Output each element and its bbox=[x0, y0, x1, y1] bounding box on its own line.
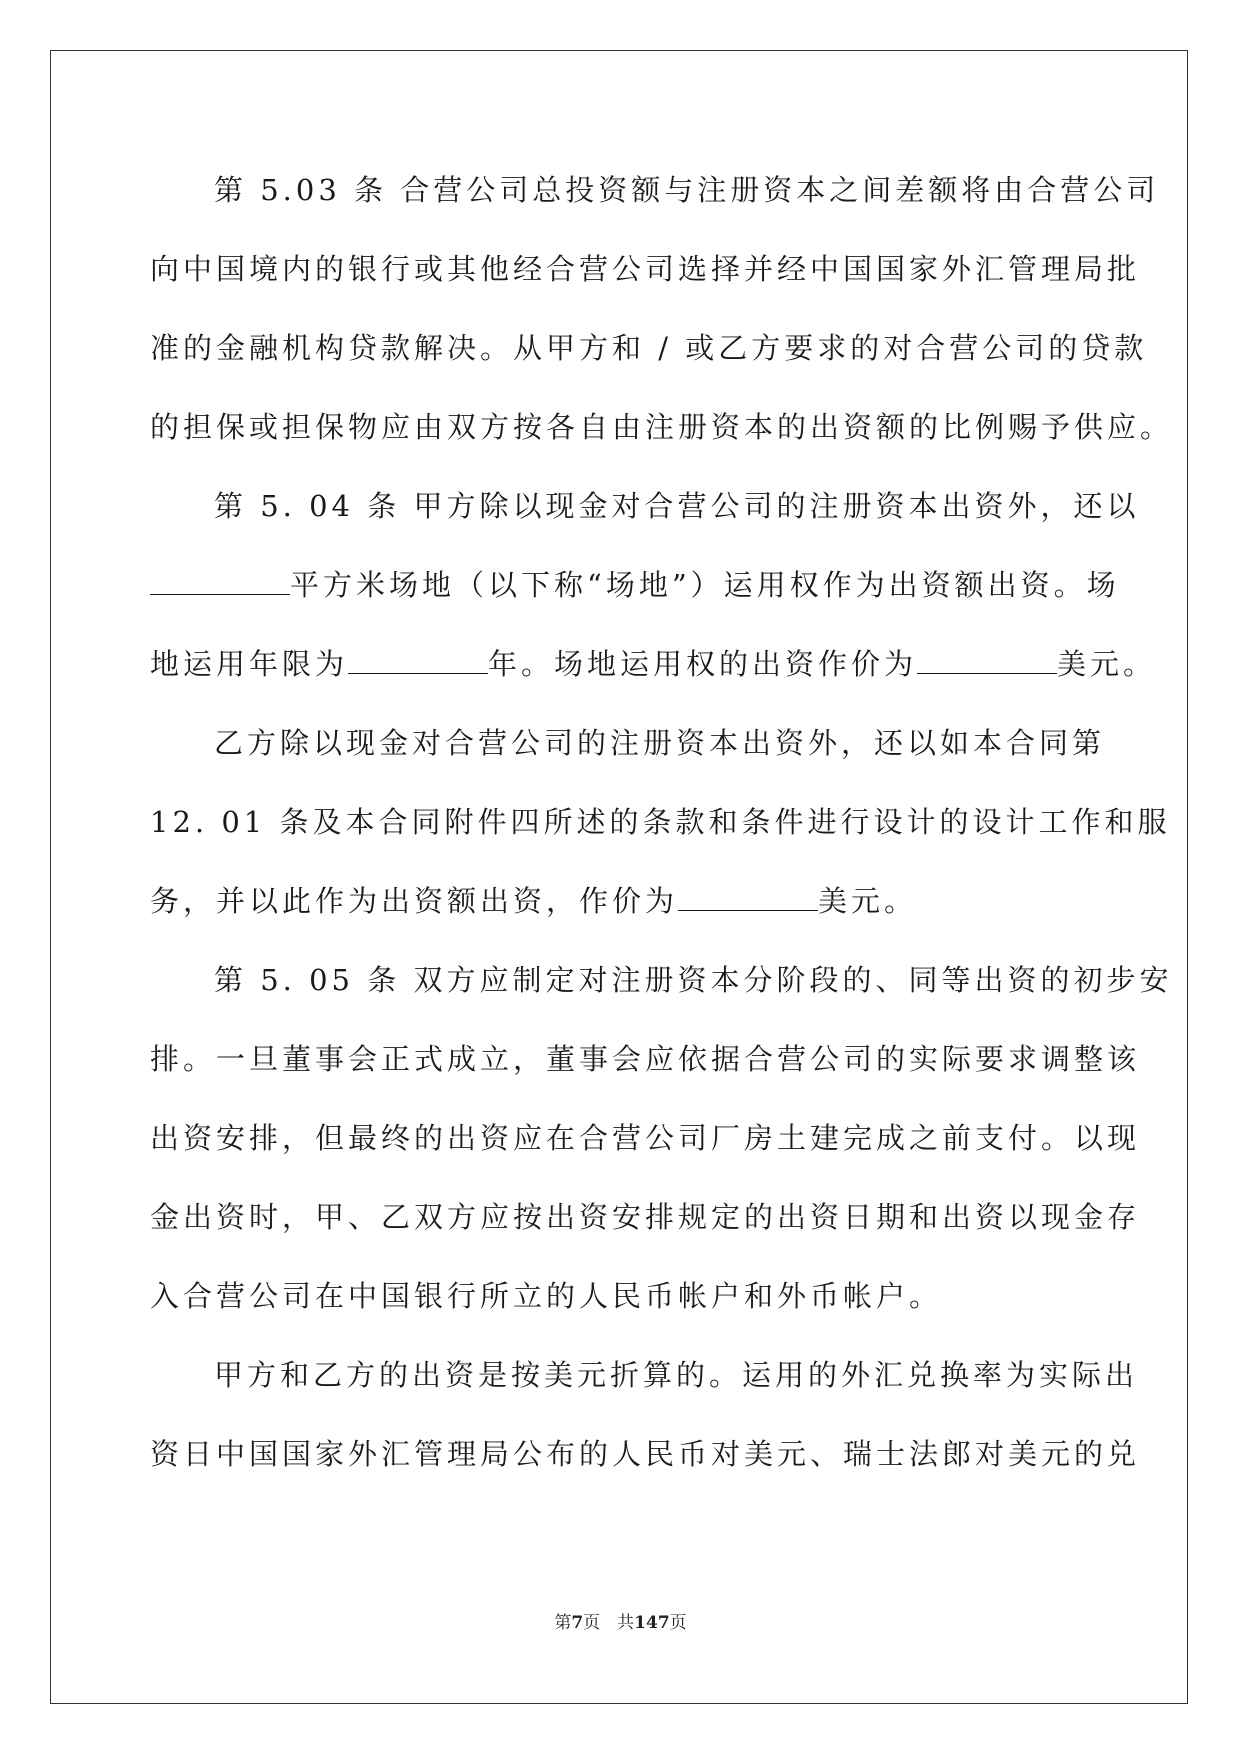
line-text: 平方米场地（以下称“场地”）运用权作为出资额出资。场 bbox=[290, 568, 1120, 602]
paragraph-line: 乙方除以现金对合营公司的注册资本出资外，还以如本合同第 bbox=[214, 726, 1106, 760]
paragraph-line: 第 5. 05 条 双方应制定对注册资本分阶段的、同等出资的初步安 bbox=[214, 963, 1173, 997]
document-body bbox=[150, 160, 1174, 1503]
paragraph-line: 准的金融机构贷款解决。从甲方和 / 或乙方要求的对合营公司的贷款 bbox=[150, 331, 1148, 365]
paragraph-line: 金出资时，甲、乙双方应按出资安排规定的出资日期和出资以现金存 bbox=[150, 1200, 1141, 1234]
fill-in-blank bbox=[150, 568, 290, 595]
current-page-number: 7 bbox=[571, 1613, 584, 1633]
footer-middle: 页 共 bbox=[583, 1613, 635, 1633]
paragraph-line bbox=[150, 871, 1090, 950]
footer-prefix: 第 bbox=[554, 1613, 572, 1633]
line-text: 美元。 bbox=[818, 884, 918, 918]
paragraph-line: 排。一旦董事会正式成立，董事会应依据合营公司的实际要求调整该 bbox=[150, 1042, 1141, 1076]
line-text: 务，并以此作为出资额出资，作价为 bbox=[150, 884, 679, 918]
paragraph-line: 入合营公司在中国银行所立的人民币帐户和外币帐户。 bbox=[150, 1279, 943, 1313]
fill-in-blank bbox=[348, 647, 488, 674]
total-pages-number: 147 bbox=[634, 1613, 670, 1633]
paragraph-line: 12. 01 条及本合同附件四所述的条款和条件进行设计的设计工作和服 bbox=[150, 805, 1171, 839]
paragraph-line: 第 5.03 条 合营公司总投资额与注册资本之间差额将由合营公司 bbox=[214, 173, 1160, 207]
fill-in-blank bbox=[917, 647, 1057, 674]
paragraph-line bbox=[150, 555, 1120, 634]
line-text: 年。场地运用权的出资作价为 bbox=[488, 647, 918, 681]
paragraph-line: 甲方和乙方的出资是按美元折算的。运用的外汇兑换率为实际出 bbox=[214, 1358, 1139, 1392]
paragraph-line bbox=[150, 634, 1157, 713]
paragraph-line: 出资安排，但最终的出资应在合营公司厂房土建完成之前支付。以现 bbox=[150, 1121, 1141, 1155]
paragraph-line: 资日中国国家外汇管理局公布的人民币对美元、瑞士法郎对美元的兑 bbox=[150, 1437, 1141, 1471]
paragraph-line: 向中国境内的银行或其他经合营公司选择并经中国国家外汇管理局批 bbox=[150, 252, 1141, 286]
paragraph-line: 的担保或担保物应由双方按各自由注册资本的出资额的比例赐予供应。 bbox=[150, 410, 1174, 444]
paragraph-line: 第 5. 04 条 甲方除以现金对合营公司的注册资本出资外，还以 bbox=[214, 489, 1140, 523]
fill-in-blank bbox=[678, 884, 818, 911]
line-text: 地运用年限为 bbox=[150, 647, 349, 681]
page-footer bbox=[0, 1608, 1241, 1633]
footer-suffix: 页 bbox=[669, 1613, 687, 1633]
line-text: 美元。 bbox=[1057, 647, 1157, 681]
